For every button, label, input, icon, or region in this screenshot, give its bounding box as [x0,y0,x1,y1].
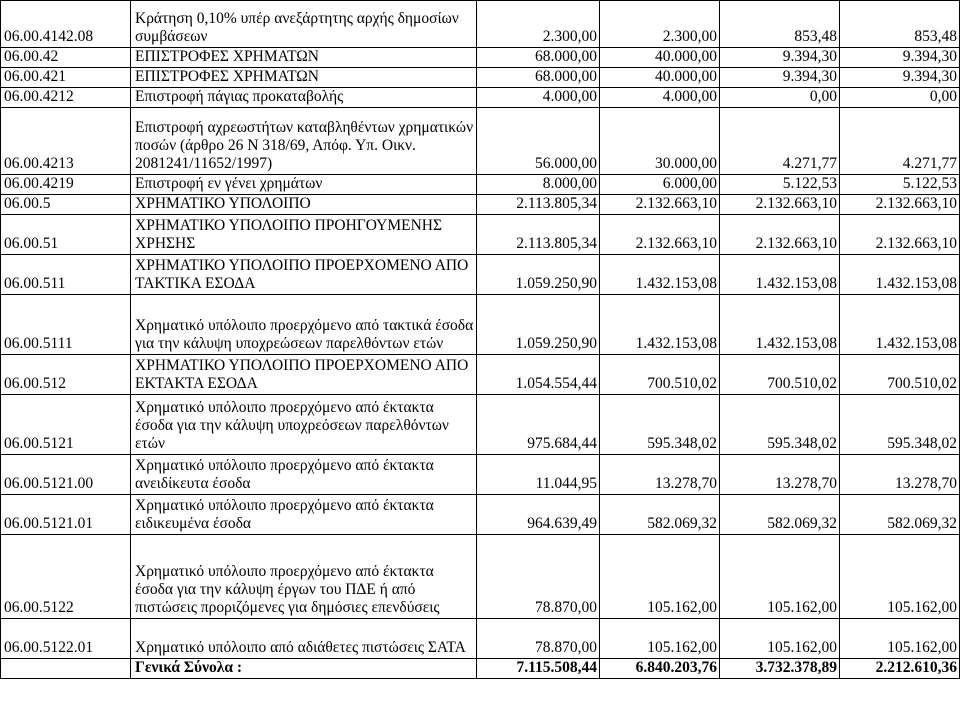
row-amount-2: 595.348,02 [600,395,720,455]
table-row [1,175,960,195]
row-amount-3: 9.394,30 [720,48,840,68]
row-amount-1: 56.000,00 [477,108,600,175]
row-amount-3: 700.510,02 [720,355,840,395]
table-row [1,619,960,659]
row-amount-3: 13.278,70 [720,455,840,495]
table-row [1,255,960,295]
row-amount-1: 68.000,00 [477,48,600,68]
row-amount-2: 105.162,00 [600,535,720,619]
row-amount-3: 4.271,77 [720,108,840,175]
row-amount-1: 964.639,49 [477,495,600,535]
row-code: 06.00.51 [1,215,131,255]
row-code: 06.00.4142.08 [1,1,131,48]
row-code: 06.00.4212 [1,88,131,108]
total-label: Γενικά Σύνολα : [131,659,477,679]
row-amount-2: 582.069,32 [600,495,720,535]
row-amount-1: 1.054.554,44 [477,355,600,395]
table-row [1,455,960,495]
row-amount-3: 1.432.153,08 [720,255,840,295]
row-description: Χρηματικό υπόλοιπο προερχόμενο από έκτακτα έσοδα για την κάλυψη υποχρεόσεων παρελθόντων ετών [131,395,477,455]
row-amount-2: 1.432.153,08 [600,255,720,295]
row-amount-4: 1.432.153,08 [840,255,960,295]
row-amount-3: 582.069,32 [720,495,840,535]
table-row [1,195,960,215]
row-code: 06.00.5 [1,195,131,215]
budget-table-body [1,1,960,679]
row-code: 06.00.511 [1,255,131,295]
row-description: Χρηματικό υπόλοιπο προερχόμενο από έκτακτα ειδικευμένα έσοδα [131,495,477,535]
row-amount-2: 4.000,00 [600,88,720,108]
row-description: Χρηματικό υπόλοιπο προερχόμενο από έκτακτα έσοδα για την κάλυψη έργων του ΠΔΕ ή από πιστώσεις προριζόμενες για δημόσιες επενδύσεις [131,535,477,619]
row-amount-1: 78.870,00 [477,535,600,619]
row-amount-3: 105.162,00 [720,535,840,619]
row-amount-4: 9.394,30 [840,68,960,88]
row-amount-2: 40.000,00 [600,68,720,88]
row-description: Επιστροφή αχρεωστήτων καταβληθέντων χρηματικών ποσών (άρθρο 26 Ν 318/69, Απόφ. Υπ. Οικν. 2081241/11652/1997) [131,108,477,175]
row-description: ΕΠΙΣΤΡΟΦΕΣ ΧΡΗΜΑΤΩΝ [131,68,477,88]
table-row [1,1,960,48]
row-amount-1: 68.000,00 [477,68,600,88]
row-description: Χρηματικό υπόλοιπο από αδιάθετες πιστώσεις ΣΑΤΑ [131,619,477,659]
row-amount-3: 595.348,02 [720,395,840,455]
row-amount-1: 4.000,00 [477,88,600,108]
table-row [1,395,960,455]
row-amount-1: 1.059.250,90 [477,295,600,355]
row-amount-1: 2.113.805,34 [477,195,600,215]
table-row [1,108,960,175]
row-amount-4: 105.162,00 [840,535,960,619]
row-amount-4: 853,48 [840,1,960,48]
row-amount-1: 2.113.805,34 [477,215,600,255]
row-description: Επιστροφή πάγιας προκαταβολής [131,88,477,108]
row-amount-4: 0,00 [840,88,960,108]
total-amount-2: 6.840.203,76 [600,659,720,679]
row-amount-1: 2.300,00 [477,1,600,48]
row-code: 06.00.5121.00 [1,455,131,495]
total-amount-4: 2.212.610,36 [840,659,960,679]
row-amount-2: 2.300,00 [600,1,720,48]
row-amount-4: 1.432.153,08 [840,295,960,355]
row-amount-4: 2.132.663,10 [840,215,960,255]
row-description: ΕΠΙΣΤΡΟΦΕΣ ΧΡΗΜΑΤΩΝ [131,48,477,68]
row-amount-2: 40.000,00 [600,48,720,68]
table-row [1,495,960,535]
row-amount-3: 1.432.153,08 [720,295,840,355]
row-description: ΧΡΗΜΑΤΙΚΟ ΥΠΟΛΟΙΠΟ ΠΡΟΕΡΧΟΜΕΝΟ ΑΠΟ ΕΚΤΑΚΤΑ ΕΣΟΔΑ [131,355,477,395]
row-amount-3: 9.394,30 [720,68,840,88]
row-code: 06.00.512 [1,355,131,395]
row-amount-3: 853,48 [720,1,840,48]
total-row [1,659,960,679]
row-code: 06.00.5122 [1,535,131,619]
row-amount-4: 9.394,30 [840,48,960,68]
row-amount-4: 595.348,02 [840,395,960,455]
total-code [1,659,131,679]
row-description: Κράτηση 0,10% υπέρ ανεξάρτητης αρχής δημοσίων συμβάσεων [131,1,477,48]
row-description: ΧΡΗΜΑΤΙΚΟ ΥΠΟΛΟΙΠΟ [131,195,477,215]
row-code: 06.00.4219 [1,175,131,195]
row-amount-3: 5.122,53 [720,175,840,195]
row-amount-1: 975.684,44 [477,395,600,455]
table-row [1,48,960,68]
table-row [1,68,960,88]
row-amount-2: 30.000,00 [600,108,720,175]
row-amount-2: 700.510,02 [600,355,720,395]
row-amount-3: 105.162,00 [720,619,840,659]
row-amount-4: 2.132.663,10 [840,195,960,215]
row-description: Χρηματικό υπόλοιπο προερχόμενο από έκτακτα ανειδίκευτα έσοδα [131,455,477,495]
row-amount-2: 2.132.663,10 [600,195,720,215]
row-code: 06.00.42 [1,48,131,68]
row-code: 06.00.4213 [1,108,131,175]
row-amount-2: 13.278,70 [600,455,720,495]
row-amount-4: 4.271,77 [840,108,960,175]
row-amount-4: 582.069,32 [840,495,960,535]
row-amount-2: 1.432.153,08 [600,295,720,355]
row-code: 06.00.5121 [1,395,131,455]
table-row [1,355,960,395]
total-amount-1: 7.115.508,44 [477,659,600,679]
row-amount-4: 700.510,02 [840,355,960,395]
row-amount-1: 78.870,00 [477,619,600,659]
row-code: 06.00.5122.01 [1,619,131,659]
row-amount-2: 2.132.663,10 [600,215,720,255]
row-description: ΧΡΗΜΑΤΙΚΟ ΥΠΟΛΟΙΠΟ ΠΡΟΕΡΧΟΜΕΝΟ ΑΠΟ ΤΑΚΤΙΚΑ ΕΣΟΔΑ [131,255,477,295]
row-amount-1: 1.059.250,90 [477,255,600,295]
row-code: 06.00.5121.01 [1,495,131,535]
row-amount-4: 13.278,70 [840,455,960,495]
row-amount-1: 8.000,00 [477,175,600,195]
table-row [1,535,960,619]
table-row [1,215,960,255]
row-description: ΧΡΗΜΑΤΙΚΟ ΥΠΟΛΟΙΠΟ ΠΡΟΗΓΟΥΜΕΝΗΣ ΧΡΗΣΗΣ [131,215,477,255]
row-description: Χρηματικό υπόλοιπο προερχόμενο από τακτικά έσοδα για την κάλυψη υποχρεώσεων παρελθόντων ετών [131,295,477,355]
row-amount-1: 11.044,95 [477,455,600,495]
table-row [1,295,960,355]
row-amount-2: 6.000,00 [600,175,720,195]
table-row [1,88,960,108]
total-amount-3: 3.732.378,89 [720,659,840,679]
row-amount-4: 105.162,00 [840,619,960,659]
row-amount-4: 5.122,53 [840,175,960,195]
row-amount-3: 2.132.663,10 [720,195,840,215]
row-code: 06.00.421 [1,68,131,88]
row-amount-3: 2.132.663,10 [720,215,840,255]
row-description: Επιστροφή εν γένει χρημάτων [131,175,477,195]
row-code: 06.00.5111 [1,295,131,355]
row-amount-3: 0,00 [720,88,840,108]
row-amount-2: 105.162,00 [600,619,720,659]
